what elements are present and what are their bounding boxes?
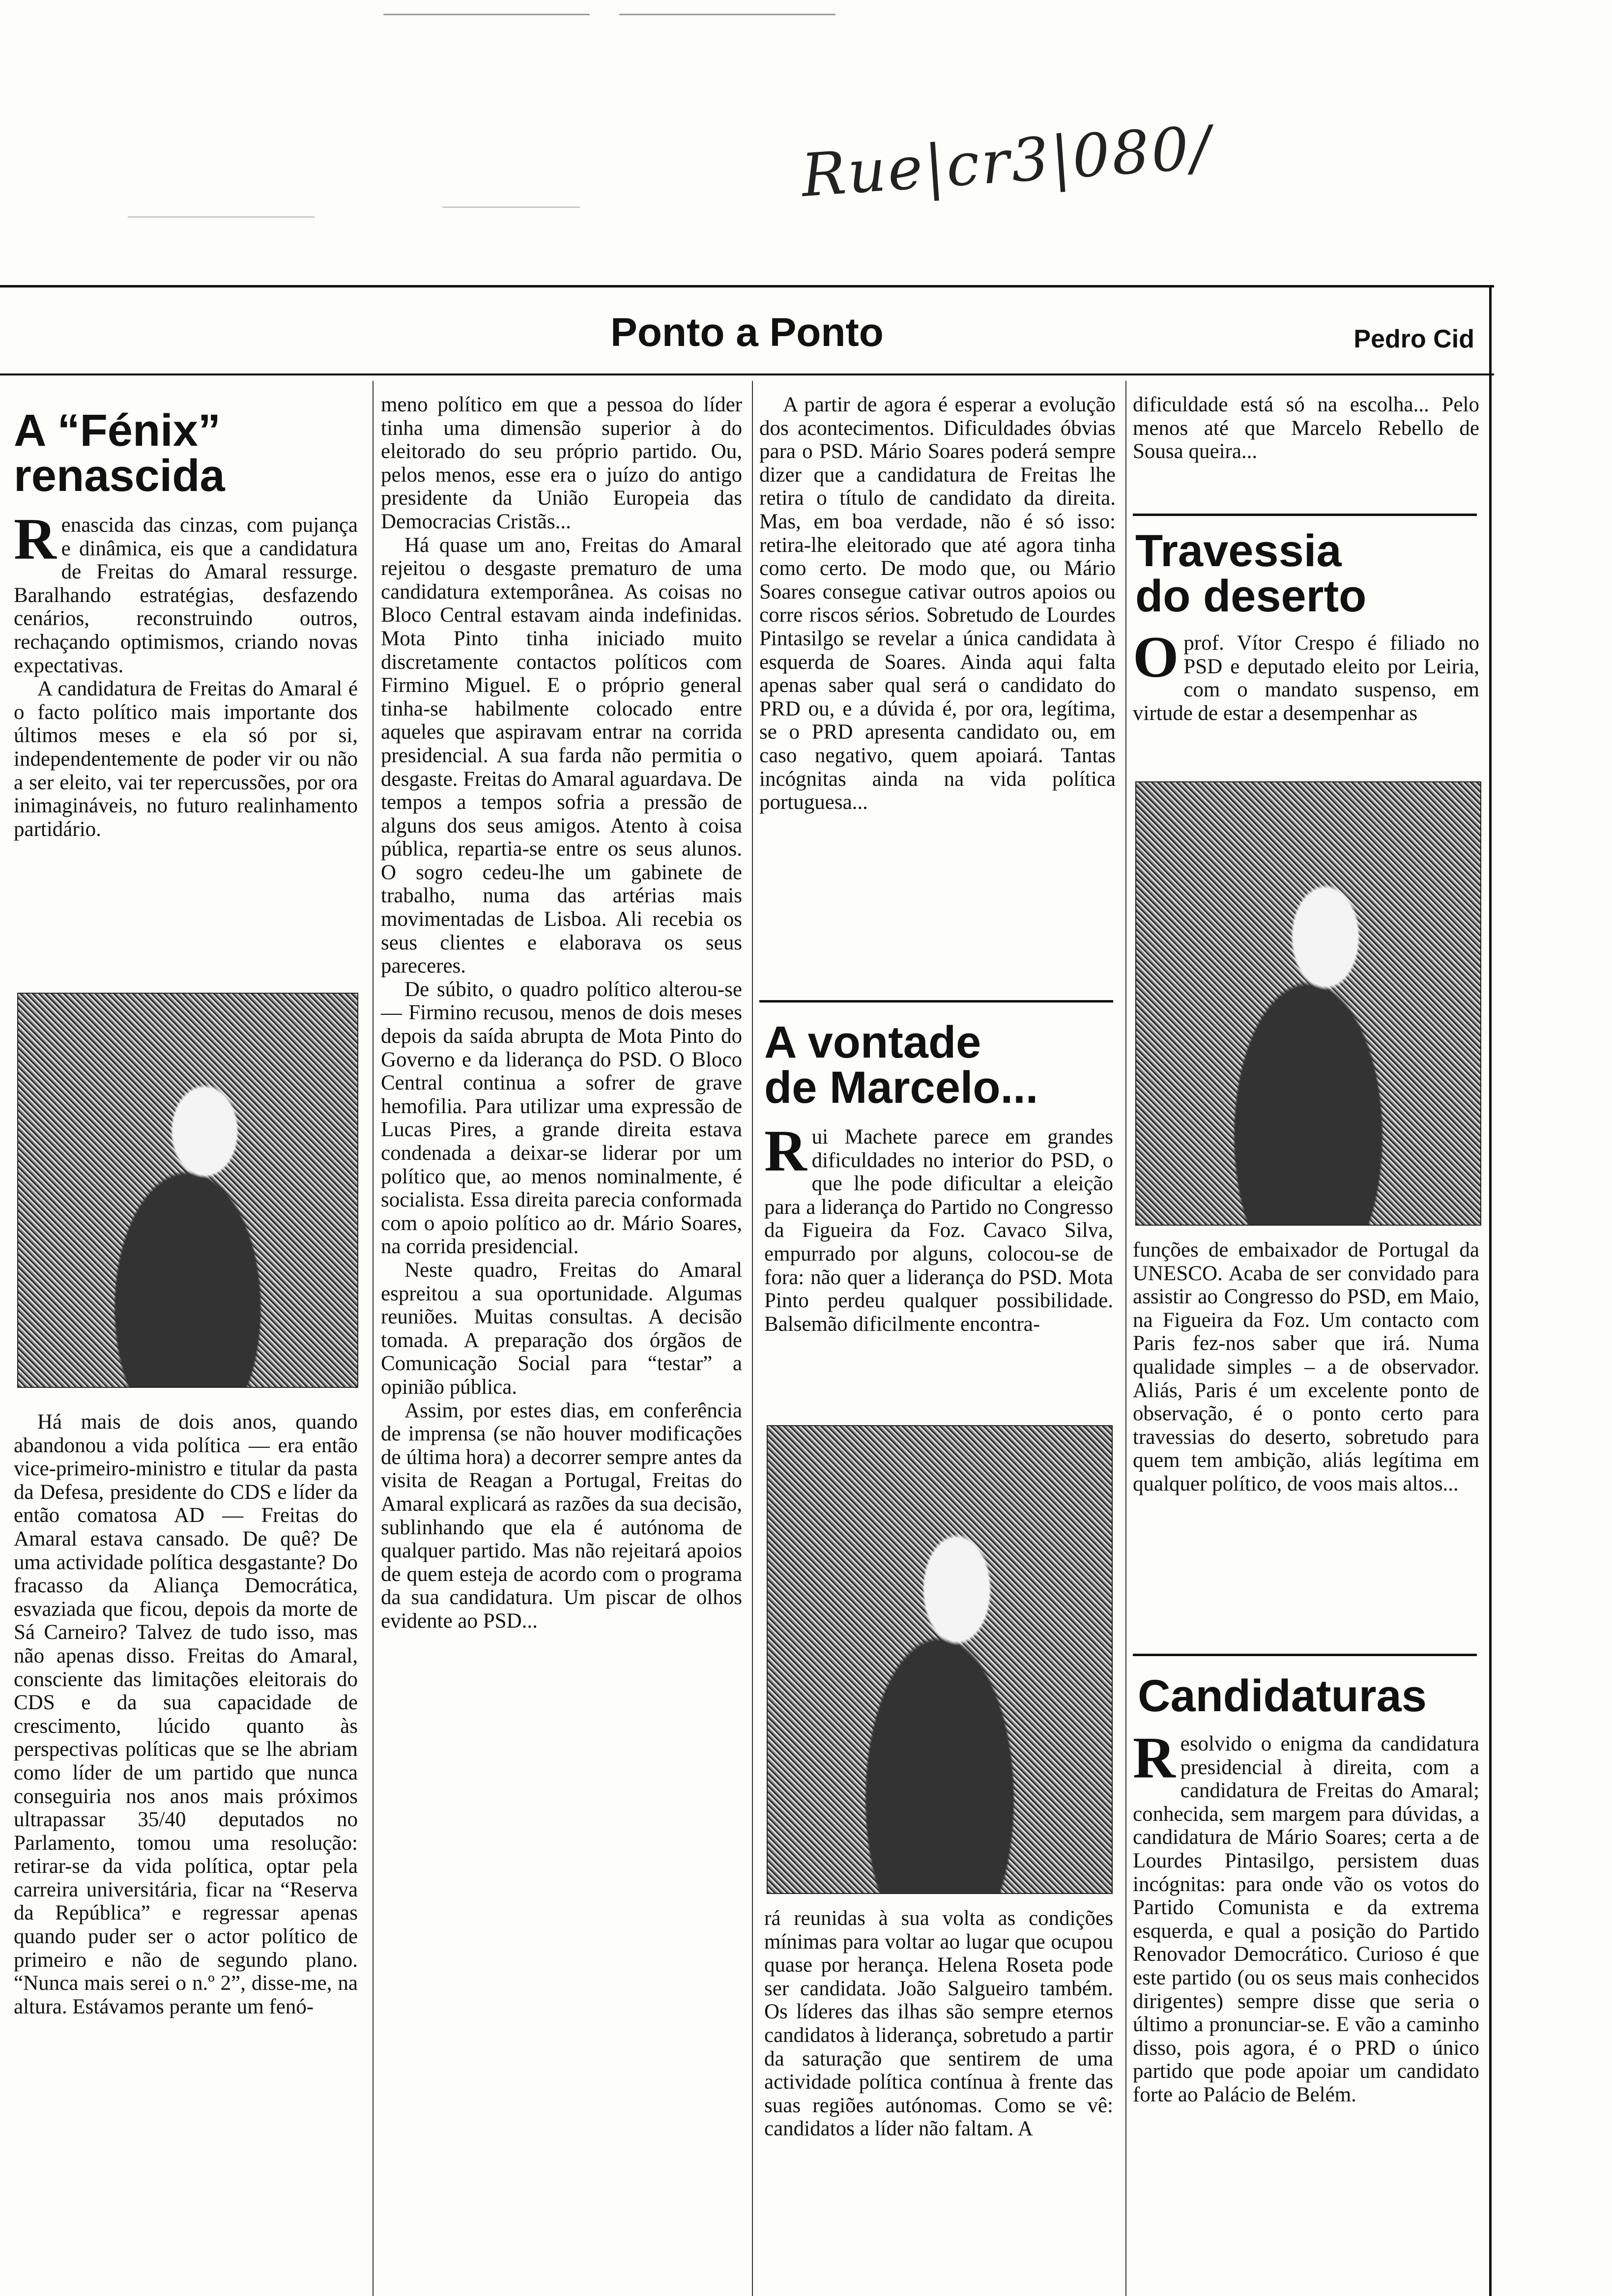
paragraph: A partir de agora é esperar a evolução dos acontecimentos. Dificuldades óbvias para o PSD. Mário Soares poderá sempre dizer que a candidatura de Freitas lhe retira o título de candidato da direita. Mas, em boa verdade, não é só isso: retira-lhe eleitorado que até agora tinha como certo. De modo que, ou Mário Soares consegue cativar outros apoios ou corre riscos sérios. Sobretudo de Lourdes Pintasilgo se revelar a única candidata à esquerda de Soares. Ainda aqui falta apenas saber qual será o candidato do PRD ou, e a dúvida é, por ora, legítima, se o PRD apresenta candidato ou, em caso negativo, quem apoiará. Tantas incógnitas ainda na vida política portuguesa...: [759, 393, 1116, 814]
author-byline: Pedro Cid: [1353, 325, 1474, 353]
headline: Candidaturas: [1138, 1671, 1427, 1721]
headline-line2: do deserto: [1135, 571, 1367, 621]
headline-line2: renascida: [14, 451, 225, 501]
article-travessia-body: [1133, 1238, 1479, 1646]
article-divider: [759, 1000, 1113, 1003]
paragraph: Assim, por estes dias, em conferência de imprensa (se não houver modificações de última hora) a decorrer sempre antes da visita de Reagan a Portugal, Freitas do Amaral explicará as razões da sua decisão, sublinhando que ela é autónoma de qualquer partido. Mas não rejeitará apoios de quem esteja de acordo com o programa da sua candidatura. Um piscar de olhos evidente ao PSD...: [381, 1399, 742, 1633]
article-travessia-intro: [1133, 631, 1479, 774]
portrait-photo-vitor-crespo: [1135, 781, 1481, 1226]
portrait-photo-rui-machete: [767, 1425, 1113, 1894]
section-title: Ponto a Ponto: [610, 310, 884, 355]
headline-line1: A vontade: [764, 1017, 981, 1067]
article-fenix-body-col2: [381, 393, 742, 2293]
paragraph: esolvido o enigma da candidatura presidencial à direita, com a candidatura de Freitas do Amaral; conhecida, sem margem para dúvidas, a candidatura de Mário Soares; certa a de Lourdes Pintasilgo, persistem duas incógnitas: para onde vão os votos do Partido Comunista e da extrema esquerda, e qual a posição do Partido Renovador Democrático. Curioso é que este partido (ou os seus mais conhecidos dirigentes) sempre disse que seria o último a pronunciar-se. E vão a caminho disso, pois agora, é o PRD o único partido que pode apoiar um candidato forte ao Palácio de Belém.: [1133, 1732, 1479, 2106]
paragraph: Neste quadro, Freitas do Amaral espreitou a sua oportunidade. Algumas reuniões. Muitas consultas. A decisão tomada. A preparação dos órgãos de Comunicação Social para “testar” a opinião pública.: [381, 1258, 742, 1399]
article-marcelo-intro: [764, 1125, 1113, 1413]
article-divider: [1133, 1654, 1477, 1656]
article-fenix-headline: [14, 405, 358, 501]
column-separator: [752, 381, 753, 2296]
article-fenix-body-col1: [14, 1410, 358, 2293]
drop-cap: R: [14, 506, 57, 572]
headline-line2: de Marcelo...: [764, 1062, 1038, 1113]
header-top-rule: [0, 285, 1494, 287]
scan-artifact: [619, 14, 835, 15]
article-marcelo-headline: [764, 1017, 1113, 1113]
scan-artifact: [128, 216, 315, 218]
article-marcelo-body-col3: [764, 1907, 1113, 2293]
paragraph: Há quase um ano, Freitas do Amaral rejeitou o desgaste prematuro de uma candidatura extemporânea. As coisas no Bloco Central estavam ainda indefinidas. Mota Pinto tinha iniciado muito discretamente contactos políticos com Firmino Miguel. E o próprio general tinha-se habilmente colocado entre aqueles que aspiravam entrar na corrida presidencial. A sua farda não permitia o desgaste. Freitas do Amaral aguardava. De tempos a tempos sofria a pressão de alguns dos seus amigos. Atento à coisa pública, repartia-se entre os seus alunos. O sogro cedeu-lhe um gabinete de trabalho, numa das artérias mais movimentadas de Lisboa. Ali recebia os seus clientes e elaborava os seus pareceres.: [381, 533, 742, 978]
article-divider: [1133, 514, 1477, 516]
handwritten-reference: Rue|cr3|080/: [799, 113, 1215, 211]
scan-artifact: [383, 14, 590, 15]
paragraph: De súbito, o quadro político alterou-se — Firmino recusou, menos de dois meses depois da saída abrupta de Mota Pinto do Governo e da liderança do PSD. O Bloco Central continua a sofrer de grave hemofilia. Para utilizar uma expressão de Lucas Pires, a grande direita estava condenada a deixar-se liderar por um político que, ao menos nominalmente, é socialista. Essa direita parecia conformada com o apoio político ao dr. Mário Soares, na corrida presidencial.: [381, 977, 742, 1259]
article-travessia-headline: [1135, 528, 1479, 619]
column-separator: [373, 381, 374, 2296]
column-separator: [1125, 381, 1126, 2296]
portrait-photo-freitas-do-amaral: [17, 993, 358, 1388]
drop-cap: R: [1133, 1732, 1176, 1790]
article-candidaturas-headline: [1138, 1673, 1482, 1719]
page-right-rule: [1489, 285, 1492, 2296]
paragraph: prof. Vítor Crespo é filiado no PSD e deputado eleito por Leiria, com o mandato suspenso, em virtude de estar a desempenhar as: [1133, 631, 1479, 725]
article-marcelo-body-col4: [1133, 393, 1479, 511]
paragraph: funções de embaixador de Portugal da UNESCO. Acaba de ser convidado para assistir ao Congresso do PSD, em Maio, na Figueira da Foz. Um contacto com Paris fez-nos saber que irá. Numa qualidade simples – a de observador. Aliás, Paris é um excelente ponto de observação, é o ponto certo para travessias do deserto, sobretudo para quem tem ambição, aliás legítima em qualquer político, de voos mais altos...: [1133, 1238, 1479, 1495]
paragraph: meno político em que a pessoa do líder tinha uma dimensão superior à do eleitorado do seu próprio partido. Ou, pelos menos, esse era o juízo do antigo presidente da União Europeia das Democracias Cristãs...: [381, 393, 742, 533]
drop-cap: O: [1133, 631, 1179, 689]
article-fenix-body-col3: [759, 393, 1116, 993]
drop-cap: R: [764, 1125, 807, 1183]
header-bottom-rule: [0, 373, 1494, 375]
paragraph: A candidatura de Freitas do Amaral é o facto político mais importante dos últimos meses e ela só por si, independentemente de poder vir ou não a ser eleito, vai ter repercussões, por ora inimagináveis, no futuro realinhamento partidário.: [14, 677, 358, 841]
headline-line1: Travessia: [1135, 526, 1342, 576]
article-candidaturas-body: [1133, 1732, 1479, 2293]
article-fenix-intro: [14, 506, 358, 841]
headline-line1: A “Fénix”: [14, 405, 221, 456]
paragraph: rá reunidas à sua volta as condições mínimas para voltar ao lugar que ocupou quase por herança. Helena Roseta pode ser candidata. João Salgueiro também. Os líderes das ilhas são sempre eternos candidatos à liderança, sobretudo a partir da saturação que sentirem de uma actividade política contínua à frente das suas regiões autónomas. Como se vê: candidatos a líder não faltam. A: [764, 1907, 1113, 2141]
paragraph: Há mais de dois anos, quando abandonou a vida política — era então vice-primeiro-ministro e titular da pasta da Defesa, presidente do CDS e líder da então comatosa AD — Freitas do Amaral estava cansado. De quê? De uma actividade política desgastante? Do fracasso da Aliança Democrática, esvaziada que ficou, depois da morte de Sá Carneiro? Talvez de tudo isso, mas não apenas disso. Freitas do Amaral, consciente das limitações eleitorais do CDS e da sua capacidade de crescimento, lúcido quanto às perspectivas políticas que se lhe abriam como líder de um partido que nunca conseguiria nos anos mais próximos ultrapassar 35/40 deputados no Parlamento, tomou uma resolução: retirar-se da vida política, optar pela carreira universitária, ficar na “Reserva da República” e regressar apenas quando puder ser o actor político de primeiro e não de segundo plano. “Nunca mais serei o n.º 2”, disse-me, na altura. Estávamos perante um fenó-: [14, 1410, 358, 2018]
paragraph: ui Machete parece em grandes dificuldades no interior do PSD, o que lhe pode dificultar a eleição para a liderança do Partido no Congresso da Figueira da Foz. Cavaco Silva, empurrado por alguns, colocou-se de fora: não quer a liderança do PSD. Mota Pinto perdeu qualquer possibilidade. Balsemão dificilmente encontra-: [764, 1125, 1113, 1336]
scan-artifact: [442, 206, 580, 208]
paragraph: dificuldade está só na escolha... Pelo menos até que Marcelo Rebello de Sousa queira...: [1133, 393, 1479, 463]
paragraph: enascida das cinzas, com pujança e dinâmica, eis que a candidatura de Freitas do Amaral ressurge. Baralhando estratégias, desfazendo cenários, reconstruindo outros, rechaçando optimismos, criando novas expectativas.: [14, 514, 358, 677]
